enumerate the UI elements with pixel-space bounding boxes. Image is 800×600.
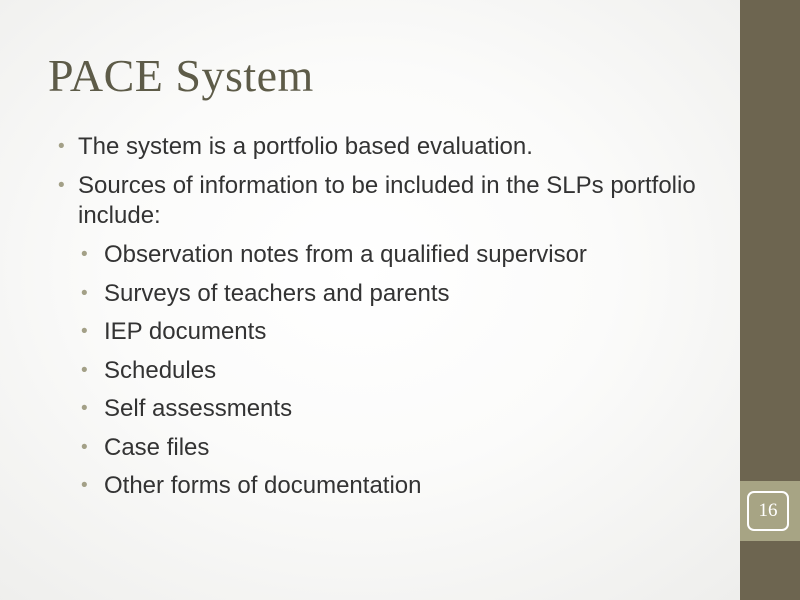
bullet-text: Sources of information to be included in the SLPs portfolio include: — [78, 172, 696, 229]
sub-bullet-item: • Case files — [78, 433, 706, 463]
sub-bullet-item: • Other forms of documentation — [78, 471, 706, 501]
sub-bullet-list — [78, 240, 706, 501]
sub-bullet-item: • Observation notes from a qualified supervisor — [78, 240, 706, 270]
slide-number: 16 — [747, 491, 789, 531]
bullet-item — [56, 132, 706, 162]
bullet-list — [56, 132, 706, 501]
sub-bullet-item: • Surveys of teachers and parents — [78, 279, 706, 309]
slide-content — [56, 132, 706, 510]
sub-bullet-item: • IEP documents — [78, 317, 706, 347]
bullet-text: The system is a portfolio based evaluation. — [78, 133, 533, 160]
bullet-item — [56, 171, 706, 501]
slide-title: PACE System — [48, 50, 314, 101]
sub-bullet-item: • Schedules — [78, 356, 706, 386]
sub-bullet-item: • Self assessments — [78, 394, 706, 424]
